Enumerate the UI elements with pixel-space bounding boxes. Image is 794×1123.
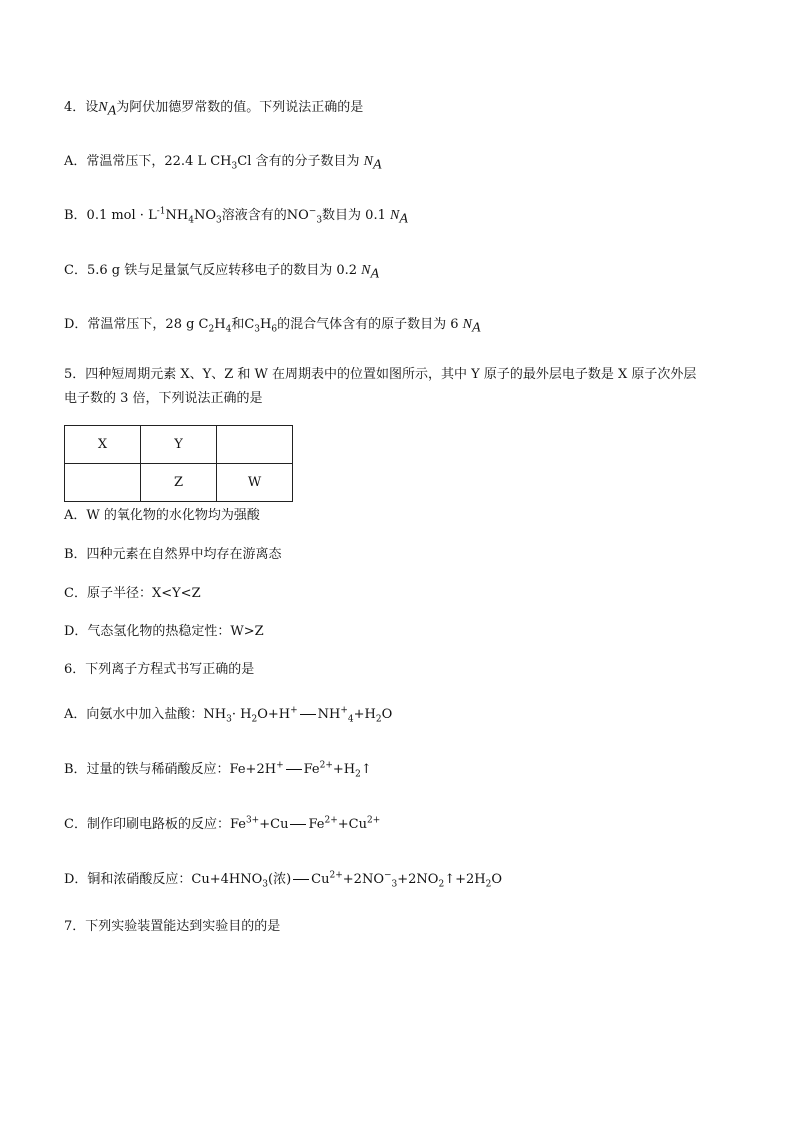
na-subscript: A xyxy=(399,211,408,227)
q4-a-suffix: Cl 含有的分子数目为 xyxy=(237,154,360,169)
q4-option-d xyxy=(64,316,481,334)
q6-c-p1: C．制作印刷电路板的反应：Fe xyxy=(64,817,246,832)
q4-b-sub2: 3 xyxy=(215,215,222,226)
q4-d-h1: H xyxy=(214,317,226,332)
equals-line-icon xyxy=(286,769,302,770)
na-subscript: A xyxy=(370,266,380,282)
na-subscript: A xyxy=(471,320,481,336)
q6-a-sup1: + xyxy=(290,705,298,716)
q6-c-p3: Fe xyxy=(308,817,325,832)
q6-b-sup2: 2+ xyxy=(319,760,333,771)
q6-a-p5: +H xyxy=(353,707,376,722)
q6-a-s4: 2 xyxy=(375,714,382,725)
q4-d-s2: 4 xyxy=(225,324,232,335)
q6-b-p1: B．过量的铁与稀硝酸反应：Fe+2H xyxy=(64,762,277,777)
q6-b-sup1: + xyxy=(276,760,284,771)
q5-stem-line1: 5．四种短周期元素 X、Y、Z 和 W 在周期表中的位置如图所示，其中 Y 原子的最外层电子数是 X 原子次外层 xyxy=(64,367,697,382)
q7-stem: 7．下列实验装置能达到实验目的的是 xyxy=(64,919,281,934)
q6-c-sup2: 2+ xyxy=(324,815,338,826)
q6-stem: 6．下列离子方程式书写正确的是 xyxy=(64,662,255,677)
q6-b-p2: Fe xyxy=(303,762,320,777)
q6-d-s1: 3 xyxy=(262,879,269,890)
table-cell: Y xyxy=(141,426,217,464)
q6-a-s2: 2 xyxy=(251,714,258,725)
na-symbol: N xyxy=(390,208,400,223)
q4-stem-prefix: 4．设 xyxy=(64,100,99,115)
q4-stem xyxy=(64,99,363,117)
q6-option-c xyxy=(64,816,380,834)
q6-d-p3: Cu xyxy=(311,872,330,887)
equals-line-icon xyxy=(293,879,309,880)
na-symbol: N xyxy=(363,154,373,169)
periodic-table-fragment xyxy=(64,425,293,502)
q6-d-p2: (浓) xyxy=(268,872,292,887)
q6-a-p6: O xyxy=(381,707,393,722)
table-cell: W xyxy=(217,464,293,502)
table-row xyxy=(65,426,293,464)
q4-d-and: 和C xyxy=(231,317,255,332)
q6-a-p1: A．向氨水中加入盐酸：NH xyxy=(64,707,227,722)
equals-line-icon xyxy=(300,714,316,715)
q6-a-p4: NH xyxy=(317,707,341,722)
q4-a-sub: 3 xyxy=(231,161,238,172)
q6-d-s3: 2 xyxy=(438,879,445,890)
q6-a-s1: 3 xyxy=(226,714,232,725)
q4-b-sup3: − xyxy=(308,206,317,217)
q6-d-sup2: − xyxy=(383,870,392,881)
q5-option-c: C．原子半径：X<Y<Z xyxy=(64,586,201,601)
q6-option-a xyxy=(64,706,392,724)
table-row xyxy=(65,464,293,502)
q4-b-nh: NH xyxy=(165,208,189,223)
q4-option-a xyxy=(64,153,382,171)
q4-b-sub3: 3 xyxy=(316,215,323,226)
q6-b-s1: 2 xyxy=(355,769,361,780)
equals-line-icon xyxy=(290,824,306,825)
q6-option-b xyxy=(64,761,372,779)
q6-a-s3: 4 xyxy=(347,714,354,725)
na-symbol: N xyxy=(361,263,371,278)
q5-option-a: A．W 的氧化物的水化物均为强酸 xyxy=(64,508,260,523)
table-cell xyxy=(217,426,293,464)
q6-d-p4: +2NO xyxy=(342,872,384,887)
q4-d-h2: H xyxy=(260,317,272,332)
q6-d-p1: D．铜和浓硝酸反应：Cu+4HNO xyxy=(64,872,263,887)
q5-stem-line2: 电子数的 3 倍，下列说法正确的是 xyxy=(64,391,263,406)
na-symbol: N xyxy=(98,100,108,115)
table-cell: X xyxy=(65,426,141,464)
q6-c-p4: +Cu xyxy=(337,817,367,832)
na-subscript: A xyxy=(107,103,117,119)
table-cell xyxy=(65,464,141,502)
q4-stem-suffix: 为阿伏加德罗常数的值。下列说法正确的是 xyxy=(116,100,364,115)
q5-option-b: B．四种元素在自然界中均存在游离态 xyxy=(64,547,282,562)
q4-b-mid: 溶液含有的NO xyxy=(221,208,309,223)
q4-b-suffix: 数目为 0.1 xyxy=(322,208,386,223)
q4-d-text: D．常温常压下，28 g C xyxy=(64,317,209,332)
q6-b-p3: +H xyxy=(332,762,356,777)
q6-c-p2: +Cu xyxy=(259,817,289,832)
q4-d-s3: 3 xyxy=(254,324,260,335)
q4-a-text: A．常温常压下，22.4 L CH xyxy=(64,154,232,169)
q6-d-p7: O xyxy=(491,872,503,887)
q6-a-p2: · H xyxy=(231,707,252,722)
q6-a-p3: O+H xyxy=(257,707,291,722)
q6-d-s4: 2 xyxy=(485,879,492,890)
na-symbol: N xyxy=(462,317,472,332)
q4-c-text: C．5.6 g 铁与足量氯气反应转移电子的数目为 0.2 xyxy=(64,263,358,278)
q4-b-text: B．0.1 mol · L xyxy=(64,208,157,223)
q4-b-no: NO xyxy=(193,208,216,223)
q4-b-sup: -1 xyxy=(156,206,166,217)
q4-d-s4: 6 xyxy=(271,324,278,335)
q6-option-d xyxy=(64,871,502,889)
q4-d-s1: 2 xyxy=(208,324,215,335)
q6-d-p5: +2NO xyxy=(397,872,439,887)
na-subscript: A xyxy=(372,157,382,173)
q6-c-sup3: 2+ xyxy=(366,815,381,826)
q6-d-sup1: 2+ xyxy=(329,870,343,881)
q6-a-sup2: + xyxy=(340,705,348,716)
q6-d-p6: ↑+2H xyxy=(444,872,486,887)
q4-option-c xyxy=(64,262,379,280)
table-cell: Z xyxy=(141,464,217,502)
q4-b-sub1: 4 xyxy=(188,215,194,226)
q6-c-sup1: 3+ xyxy=(245,815,260,826)
q6-b-p4: ↑ xyxy=(360,762,372,777)
q4-d-suffix: 的混合气体含有的原子数目为 6 xyxy=(277,317,459,332)
q4-option-b xyxy=(64,207,408,225)
q6-d-s2: 3 xyxy=(391,879,398,890)
q5-option-d: D．气态氢化物的热稳定性：W>Z xyxy=(64,624,264,639)
